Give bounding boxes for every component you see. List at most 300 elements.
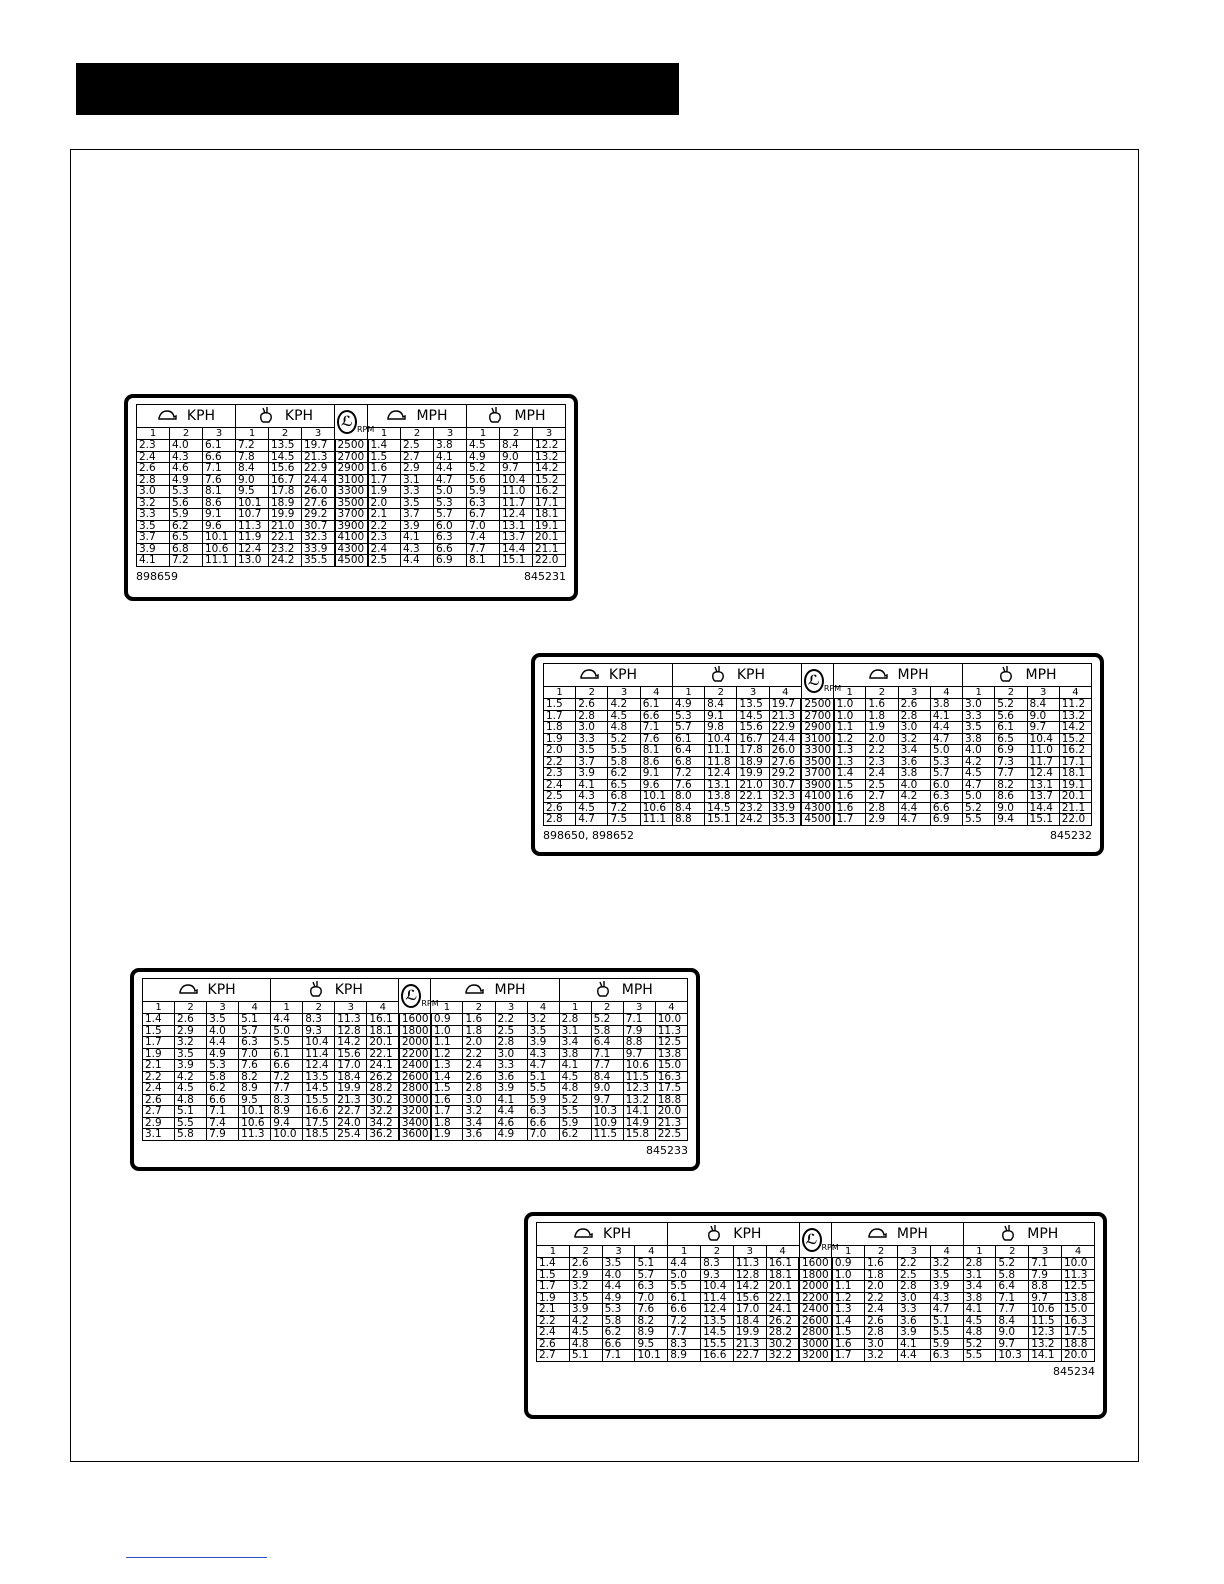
speed-cell: 2.8 xyxy=(963,1258,996,1270)
speed-cell: 8.3 xyxy=(303,1014,335,1026)
speed-cell: 13.2 xyxy=(533,451,566,463)
speed-cell: 10.0 xyxy=(655,1014,687,1026)
speed-cell: 12.4 xyxy=(701,1304,734,1316)
speed-cell: 2.1 xyxy=(143,1060,175,1072)
speed-cell: 2.7 xyxy=(401,451,434,463)
gear-number: 1 xyxy=(137,428,170,440)
speed-cell: 10.6 xyxy=(623,1060,655,1072)
speed-cell: 2.0 xyxy=(866,733,898,745)
speed-cell: 2.9 xyxy=(866,814,898,826)
table-row xyxy=(137,509,566,521)
speed-cell: 8.1 xyxy=(467,555,500,567)
speed-cell: 1.6 xyxy=(368,463,401,475)
speed-cell: 3.2 xyxy=(569,1281,602,1293)
slow-kph-header xyxy=(537,1223,668,1246)
speed-cell: 1.6 xyxy=(834,802,866,814)
rpm-cell: 4300 xyxy=(801,802,833,814)
speed-cell: 7.2 xyxy=(236,440,269,452)
speed-cell: 1.9 xyxy=(368,486,401,498)
part-number-right: 845232 xyxy=(1050,828,1092,842)
speed-cell: 16.1 xyxy=(766,1258,799,1270)
speed-cell: 2.4 xyxy=(866,768,898,780)
speed-cell: 2.3 xyxy=(866,756,898,768)
rpm-cell: 2700 xyxy=(335,451,368,463)
speed-cell: 24.4 xyxy=(769,733,801,745)
speed-cell: 5.3 xyxy=(672,710,704,722)
mph-label: MPH xyxy=(1025,667,1057,683)
speed-cell: 15.6 xyxy=(737,722,769,734)
speed-cell: 17.0 xyxy=(335,1060,367,1072)
speed-cell: 2.6 xyxy=(463,1071,495,1083)
speed-cell: 10.4 xyxy=(303,1037,335,1049)
speed-cell: 21.3 xyxy=(769,710,801,722)
speed-cell: 8.1 xyxy=(640,745,672,757)
table-row xyxy=(137,543,566,555)
speed-cell: 3.5 xyxy=(207,1014,239,1026)
speed-cell: 6.8 xyxy=(170,543,203,555)
speed-cell: 9.6 xyxy=(640,779,672,791)
gear-number: 3 xyxy=(434,428,467,440)
speed-cell: 11.3 xyxy=(335,1014,367,1026)
speed-cell: 3.0 xyxy=(463,1094,495,1106)
speed-cell: 2.8 xyxy=(898,710,930,722)
table-row xyxy=(544,710,1092,722)
speed-cell: 4.9 xyxy=(207,1048,239,1060)
speed-cell: 2.4 xyxy=(143,1083,175,1095)
speed-cell: 11.3 xyxy=(733,1258,766,1270)
speed-cell: 1.7 xyxy=(143,1037,175,1049)
speed-cell: 7.1 xyxy=(203,463,236,475)
rpm-header xyxy=(335,405,375,440)
gear-number: 2 xyxy=(576,687,608,699)
speed-cell: 1.1 xyxy=(431,1037,463,1049)
speed-cell: 8.8 xyxy=(672,814,704,826)
gear-number: 1 xyxy=(368,428,401,440)
part-number-row xyxy=(536,1365,1095,1378)
speed-cell: 5.8 xyxy=(591,1025,623,1037)
speed-cell: 6.6 xyxy=(434,543,467,555)
gear-number: 4 xyxy=(367,1002,399,1014)
speed-cell: 12.4 xyxy=(705,768,737,780)
speed-cell: 6.1 xyxy=(995,722,1027,734)
table-row xyxy=(537,1315,1095,1327)
speed-cell: 11.3 xyxy=(239,1129,271,1141)
turtle-icon xyxy=(157,409,177,424)
speed-cell: 6.6 xyxy=(930,802,962,814)
speed-cell: 26.0 xyxy=(769,745,801,757)
speed-cell: 22.1 xyxy=(737,791,769,803)
speed-cell: 3.7 xyxy=(137,532,170,544)
table-row xyxy=(143,1037,688,1049)
kph-label: KPH xyxy=(207,982,236,998)
speed-cell: 6.2 xyxy=(608,768,640,780)
speed-cell: 2.8 xyxy=(865,1327,898,1339)
speed-decal-845232 xyxy=(531,653,1104,856)
speed-cell: 3.4 xyxy=(463,1117,495,1129)
speed-cell: 3.2 xyxy=(175,1037,207,1049)
part-number-row xyxy=(136,570,566,583)
kph-label: KPH xyxy=(186,408,216,424)
speed-cell: 5.3 xyxy=(207,1060,239,1072)
speed-cell: 8.6 xyxy=(640,756,672,768)
speed-cell: 19.9 xyxy=(737,768,769,780)
speed-cell: 11.9 xyxy=(236,532,269,544)
gear-number: 2 xyxy=(705,687,737,699)
speed-decal-845233 xyxy=(130,968,700,1171)
speed-cell: 4.7 xyxy=(963,779,995,791)
speed-cell: 1.4 xyxy=(832,1315,865,1327)
speed-cell: 11.3 xyxy=(655,1025,687,1037)
speed-cell: 2.9 xyxy=(175,1025,207,1037)
speed-cell: 17.5 xyxy=(303,1117,335,1129)
speed-cell: 13.7 xyxy=(500,532,533,544)
speed-cell: 7.1 xyxy=(1029,1258,1062,1270)
speed-cell: 5.9 xyxy=(467,486,500,498)
speed-cell: 3.5 xyxy=(576,745,608,757)
rpm-cell: 2500 xyxy=(801,699,833,711)
turtle-icon xyxy=(464,983,484,998)
table-row xyxy=(537,1327,1095,1339)
speed-cell: 5.5 xyxy=(175,1117,207,1129)
speed-cell: 4.4 xyxy=(434,463,467,475)
table-row xyxy=(537,1269,1095,1281)
speed-cell: 3.9 xyxy=(527,1037,559,1049)
speed-cell: 5.3 xyxy=(170,486,203,498)
speed-cell: 14.2 xyxy=(533,463,566,475)
speed-cell: 14.2 xyxy=(335,1037,367,1049)
group-header-row xyxy=(537,1223,1095,1246)
speed-cell: 22.9 xyxy=(302,463,335,475)
speed-cell: 1.4 xyxy=(368,440,401,452)
speed-cell: 4.5 xyxy=(576,802,608,814)
speed-cell: 20.1 xyxy=(367,1037,399,1049)
speed-cell: 19.7 xyxy=(769,699,801,711)
speed-cell: 3.0 xyxy=(865,1338,898,1350)
speed-cell: 3.0 xyxy=(898,722,930,734)
mph-label: MPH xyxy=(416,408,448,424)
speed-cell: 6.3 xyxy=(635,1281,668,1293)
speed-cell: 3.7 xyxy=(576,756,608,768)
speed-cell: 4.9 xyxy=(467,451,500,463)
speed-cell: 6.6 xyxy=(207,1094,239,1106)
speed-cell: 16.2 xyxy=(1059,745,1091,757)
speed-cell: 3.1 xyxy=(559,1025,591,1037)
gear-number: 2 xyxy=(500,428,533,440)
gear-number: 3 xyxy=(495,1002,527,1014)
rpm-cell: 3500 xyxy=(335,497,368,509)
speed-cell: 2.8 xyxy=(463,1083,495,1095)
speed-cell: 4.7 xyxy=(898,814,930,826)
speed-cell: 10.1 xyxy=(635,1350,668,1362)
speed-cell: 1.5 xyxy=(544,699,576,711)
gear-number: 2 xyxy=(996,1246,1029,1258)
gear-number: 3 xyxy=(608,687,640,699)
speed-cell: 6.3 xyxy=(930,791,962,803)
speed-cell: 17.5 xyxy=(1062,1327,1095,1339)
speed-cell: 3.8 xyxy=(963,733,995,745)
gear-number: 2 xyxy=(401,428,434,440)
speed-cell: 4.9 xyxy=(672,699,704,711)
speed-cell: 6.1 xyxy=(668,1292,701,1304)
rpm-cell: 3600 xyxy=(399,1129,431,1141)
speed-cell: 4.7 xyxy=(930,733,962,745)
speed-cell: 4.2 xyxy=(175,1071,207,1083)
speed-cell: 4.7 xyxy=(930,1304,963,1316)
table-row xyxy=(143,1014,688,1026)
speed-cell: 4.8 xyxy=(569,1338,602,1350)
gear-number: 1 xyxy=(559,1002,591,1014)
speed-cell: 4.0 xyxy=(207,1025,239,1037)
speed-cell: 5.2 xyxy=(608,733,640,745)
slow-mph-header xyxy=(832,1223,963,1246)
speed-cell: 7.6 xyxy=(239,1060,271,1072)
rabbit-icon xyxy=(705,1224,723,1245)
rpm-cell: 2200 xyxy=(399,1048,431,1060)
speed-cell: 5.8 xyxy=(207,1071,239,1083)
speed-cell: 5.6 xyxy=(995,710,1027,722)
speed-cell: 6.6 xyxy=(203,451,236,463)
speed-cell: 2.8 xyxy=(559,1014,591,1026)
speed-cell: 3.3 xyxy=(495,1060,527,1072)
gear-number: 2 xyxy=(569,1246,602,1258)
speed-cell: 9.7 xyxy=(996,1338,1029,1350)
table-row xyxy=(544,722,1092,734)
kph-label: KPH xyxy=(603,1226,632,1242)
speed-cell: 28.2 xyxy=(367,1083,399,1095)
speed-cell: 9.0 xyxy=(236,474,269,486)
speed-cell: 2.8 xyxy=(495,1037,527,1049)
part-number-right: 845233 xyxy=(646,1143,688,1157)
speed-cell: 4.4 xyxy=(668,1258,701,1270)
speed-cell: 20.1 xyxy=(766,1281,799,1293)
speed-cell: 4.0 xyxy=(602,1269,635,1281)
gear-number: 4 xyxy=(766,1246,799,1258)
speed-cell: 36.2 xyxy=(367,1129,399,1141)
speed-cell: 4.5 xyxy=(175,1083,207,1095)
speed-cell: 22.7 xyxy=(335,1106,367,1118)
rpm-cell: 3000 xyxy=(799,1338,832,1350)
speed-cell: 5.8 xyxy=(996,1269,1029,1281)
speed-cell: 30.2 xyxy=(766,1338,799,1350)
speed-cell: 3.2 xyxy=(898,733,930,745)
speed-cell: 1.8 xyxy=(866,710,898,722)
speed-cell: 28.2 xyxy=(766,1327,799,1339)
speed-cell: 7.2 xyxy=(672,768,704,780)
speed-cell: 10.9 xyxy=(591,1117,623,1129)
speed-cell: 8.9 xyxy=(239,1083,271,1095)
mph-label: MPH xyxy=(494,982,526,998)
speed-cell: 6.8 xyxy=(608,791,640,803)
speed-cell: 18.5 xyxy=(303,1129,335,1141)
speed-cell: 22.7 xyxy=(733,1350,766,1362)
speed-cell: 12.2 xyxy=(533,440,566,452)
speed-cell: 24.1 xyxy=(766,1304,799,1316)
speed-cell: 2.9 xyxy=(401,463,434,475)
speed-cell: 2.5 xyxy=(544,791,576,803)
speed-cell: 7.7 xyxy=(271,1083,303,1095)
speed-table xyxy=(543,663,1092,826)
speed-cell: 5.2 xyxy=(995,699,1027,711)
speed-cell: 9.4 xyxy=(995,814,1027,826)
speed-cell: 30.7 xyxy=(769,779,801,791)
speed-cell: 20.1 xyxy=(1059,791,1091,803)
speed-cell: 7.1 xyxy=(207,1106,239,1118)
gear-number: 4 xyxy=(527,1002,559,1014)
speed-cell: 11.4 xyxy=(701,1292,734,1304)
speed-cell: 4.8 xyxy=(608,722,640,734)
speed-cell: 16.3 xyxy=(655,1071,687,1083)
speed-cell: 14.2 xyxy=(733,1281,766,1293)
speed-cell: 14.5 xyxy=(303,1083,335,1095)
speed-table xyxy=(142,978,688,1141)
speed-cell: 8.4 xyxy=(591,1071,623,1083)
speed-cell: 10.4 xyxy=(1027,733,1059,745)
speed-cell: 4.1 xyxy=(897,1338,930,1350)
speed-cell: 29.2 xyxy=(769,768,801,780)
speed-cell: 1.9 xyxy=(544,733,576,745)
speed-cell: 1.0 xyxy=(834,699,866,711)
table-row xyxy=(137,497,566,509)
table-row xyxy=(137,532,566,544)
speed-cell: 12.8 xyxy=(335,1025,367,1037)
speed-cell: 21.1 xyxy=(1059,802,1091,814)
table-row xyxy=(537,1258,1095,1270)
speed-cell: 2.2 xyxy=(463,1048,495,1060)
turtle-icon xyxy=(573,1227,593,1242)
speed-cell: 5.0 xyxy=(930,745,962,757)
speed-cell: 17.8 xyxy=(737,745,769,757)
rpm-label: RPM xyxy=(357,425,375,434)
speed-cell: 2.0 xyxy=(463,1037,495,1049)
speed-cell: 7.0 xyxy=(239,1048,271,1060)
speed-cell: 22.5 xyxy=(655,1129,687,1141)
speed-cell: 8.2 xyxy=(239,1071,271,1083)
rpm-cell: 2200 xyxy=(799,1292,832,1304)
speed-cell: 7.2 xyxy=(271,1071,303,1083)
speed-cell: 7.4 xyxy=(207,1117,239,1129)
speed-cell: 10.4 xyxy=(500,474,533,486)
speed-cell: 5.3 xyxy=(930,756,962,768)
speed-cell: 13.8 xyxy=(1062,1292,1095,1304)
speed-cell: 1.2 xyxy=(832,1292,865,1304)
table-row xyxy=(537,1281,1095,1293)
speed-cell: 24.0 xyxy=(335,1117,367,1129)
speed-cell: 5.7 xyxy=(434,509,467,521)
speed-cell: 2.8 xyxy=(544,814,576,826)
speed-cell: 11.8 xyxy=(705,756,737,768)
speed-cell: 9.6 xyxy=(203,520,236,532)
table-row xyxy=(137,463,566,475)
speed-table xyxy=(536,1222,1095,1362)
rpm-cell: 3200 xyxy=(799,1350,832,1362)
speed-cell: 1.7 xyxy=(832,1350,865,1362)
speed-cell: 8.4 xyxy=(672,802,704,814)
speed-cell: 7.9 xyxy=(1029,1269,1062,1281)
speed-cell: 5.7 xyxy=(239,1025,271,1037)
rpm-cell: 2500 xyxy=(335,440,368,452)
table-row xyxy=(137,474,566,486)
speed-cell: 4.1 xyxy=(576,779,608,791)
speed-cell: 14.1 xyxy=(623,1106,655,1118)
speed-cell: 2.3 xyxy=(368,532,401,544)
speed-cell: 5.1 xyxy=(239,1014,271,1026)
speed-cell: 8.2 xyxy=(635,1315,668,1327)
speed-cell: 22.1 xyxy=(367,1048,399,1060)
speed-cell: 10.1 xyxy=(239,1106,271,1118)
speed-cell: 7.1 xyxy=(591,1048,623,1060)
speed-cell: 3.2 xyxy=(463,1106,495,1118)
rpm-cell: 3700 xyxy=(801,768,833,780)
speed-cell: 1.8 xyxy=(544,722,576,734)
rabbit-icon xyxy=(999,1224,1017,1245)
speed-cell: 7.6 xyxy=(635,1304,668,1316)
mph-label: MPH xyxy=(514,408,546,424)
speed-cell: 10.3 xyxy=(591,1106,623,1118)
speed-cell: 11.0 xyxy=(1027,745,1059,757)
speed-cell: 1.2 xyxy=(431,1048,463,1060)
speed-cell: 9.5 xyxy=(236,486,269,498)
speed-cell: 13.1 xyxy=(1027,779,1059,791)
rpm-label: RPM xyxy=(421,999,439,1008)
speed-cell: 2.2 xyxy=(866,745,898,757)
speed-cell: 1.1 xyxy=(832,1281,865,1293)
speed-cell: 13.1 xyxy=(500,520,533,532)
table-row xyxy=(544,791,1092,803)
speed-cell: 10.1 xyxy=(203,532,236,544)
speed-cell: 4.5 xyxy=(963,1315,996,1327)
speed-cell: 5.2 xyxy=(591,1014,623,1026)
speed-cell: 7.7 xyxy=(995,768,1027,780)
rpm-cell: 3400 xyxy=(399,1117,431,1129)
kph-label: KPH xyxy=(733,1226,762,1242)
rpm-cell: 4300 xyxy=(335,543,368,555)
speed-cell: 13.5 xyxy=(269,440,302,452)
speed-cell: 15.5 xyxy=(701,1338,734,1350)
speed-cell: 13.5 xyxy=(303,1071,335,1083)
speed-cell: 11.1 xyxy=(705,745,737,757)
speed-cell: 2.6 xyxy=(143,1094,175,1106)
speed-cell: 1.4 xyxy=(431,1071,463,1083)
speed-cell: 16.2 xyxy=(533,486,566,498)
part-number-row xyxy=(142,1144,688,1157)
speed-cell: 1.3 xyxy=(834,745,866,757)
speed-cell: 8.6 xyxy=(995,791,1027,803)
speed-cell: 21.3 xyxy=(302,451,335,463)
speed-cell: 3.1 xyxy=(963,1269,996,1281)
speed-cell: 1.5 xyxy=(143,1025,175,1037)
rpm-cell: 3300 xyxy=(335,486,368,498)
gear-number: 1 xyxy=(143,1002,175,1014)
speed-cell: 9.0 xyxy=(591,1083,623,1095)
speed-cell: 4.2 xyxy=(569,1315,602,1327)
speed-cell: 1.9 xyxy=(143,1048,175,1060)
speed-cell: 4.3 xyxy=(401,543,434,555)
mph-label: MPH xyxy=(896,1226,928,1242)
speed-cell: 4.8 xyxy=(963,1327,996,1339)
gear-number: 3 xyxy=(623,1002,655,1014)
gear-number: 1 xyxy=(963,687,995,699)
speed-cell: 3.6 xyxy=(897,1315,930,1327)
speed-cell: 3.8 xyxy=(930,699,962,711)
speed-cell: 1.0 xyxy=(431,1025,463,1037)
speed-cell: 9.7 xyxy=(623,1048,655,1060)
speed-cell: 3.7 xyxy=(401,509,434,521)
speed-cell: 7.1 xyxy=(602,1350,635,1362)
speed-cell: 6.1 xyxy=(271,1048,303,1060)
speed-cell: 18.4 xyxy=(733,1315,766,1327)
speed-cell: 11.1 xyxy=(640,814,672,826)
group-header-row xyxy=(544,664,1092,687)
